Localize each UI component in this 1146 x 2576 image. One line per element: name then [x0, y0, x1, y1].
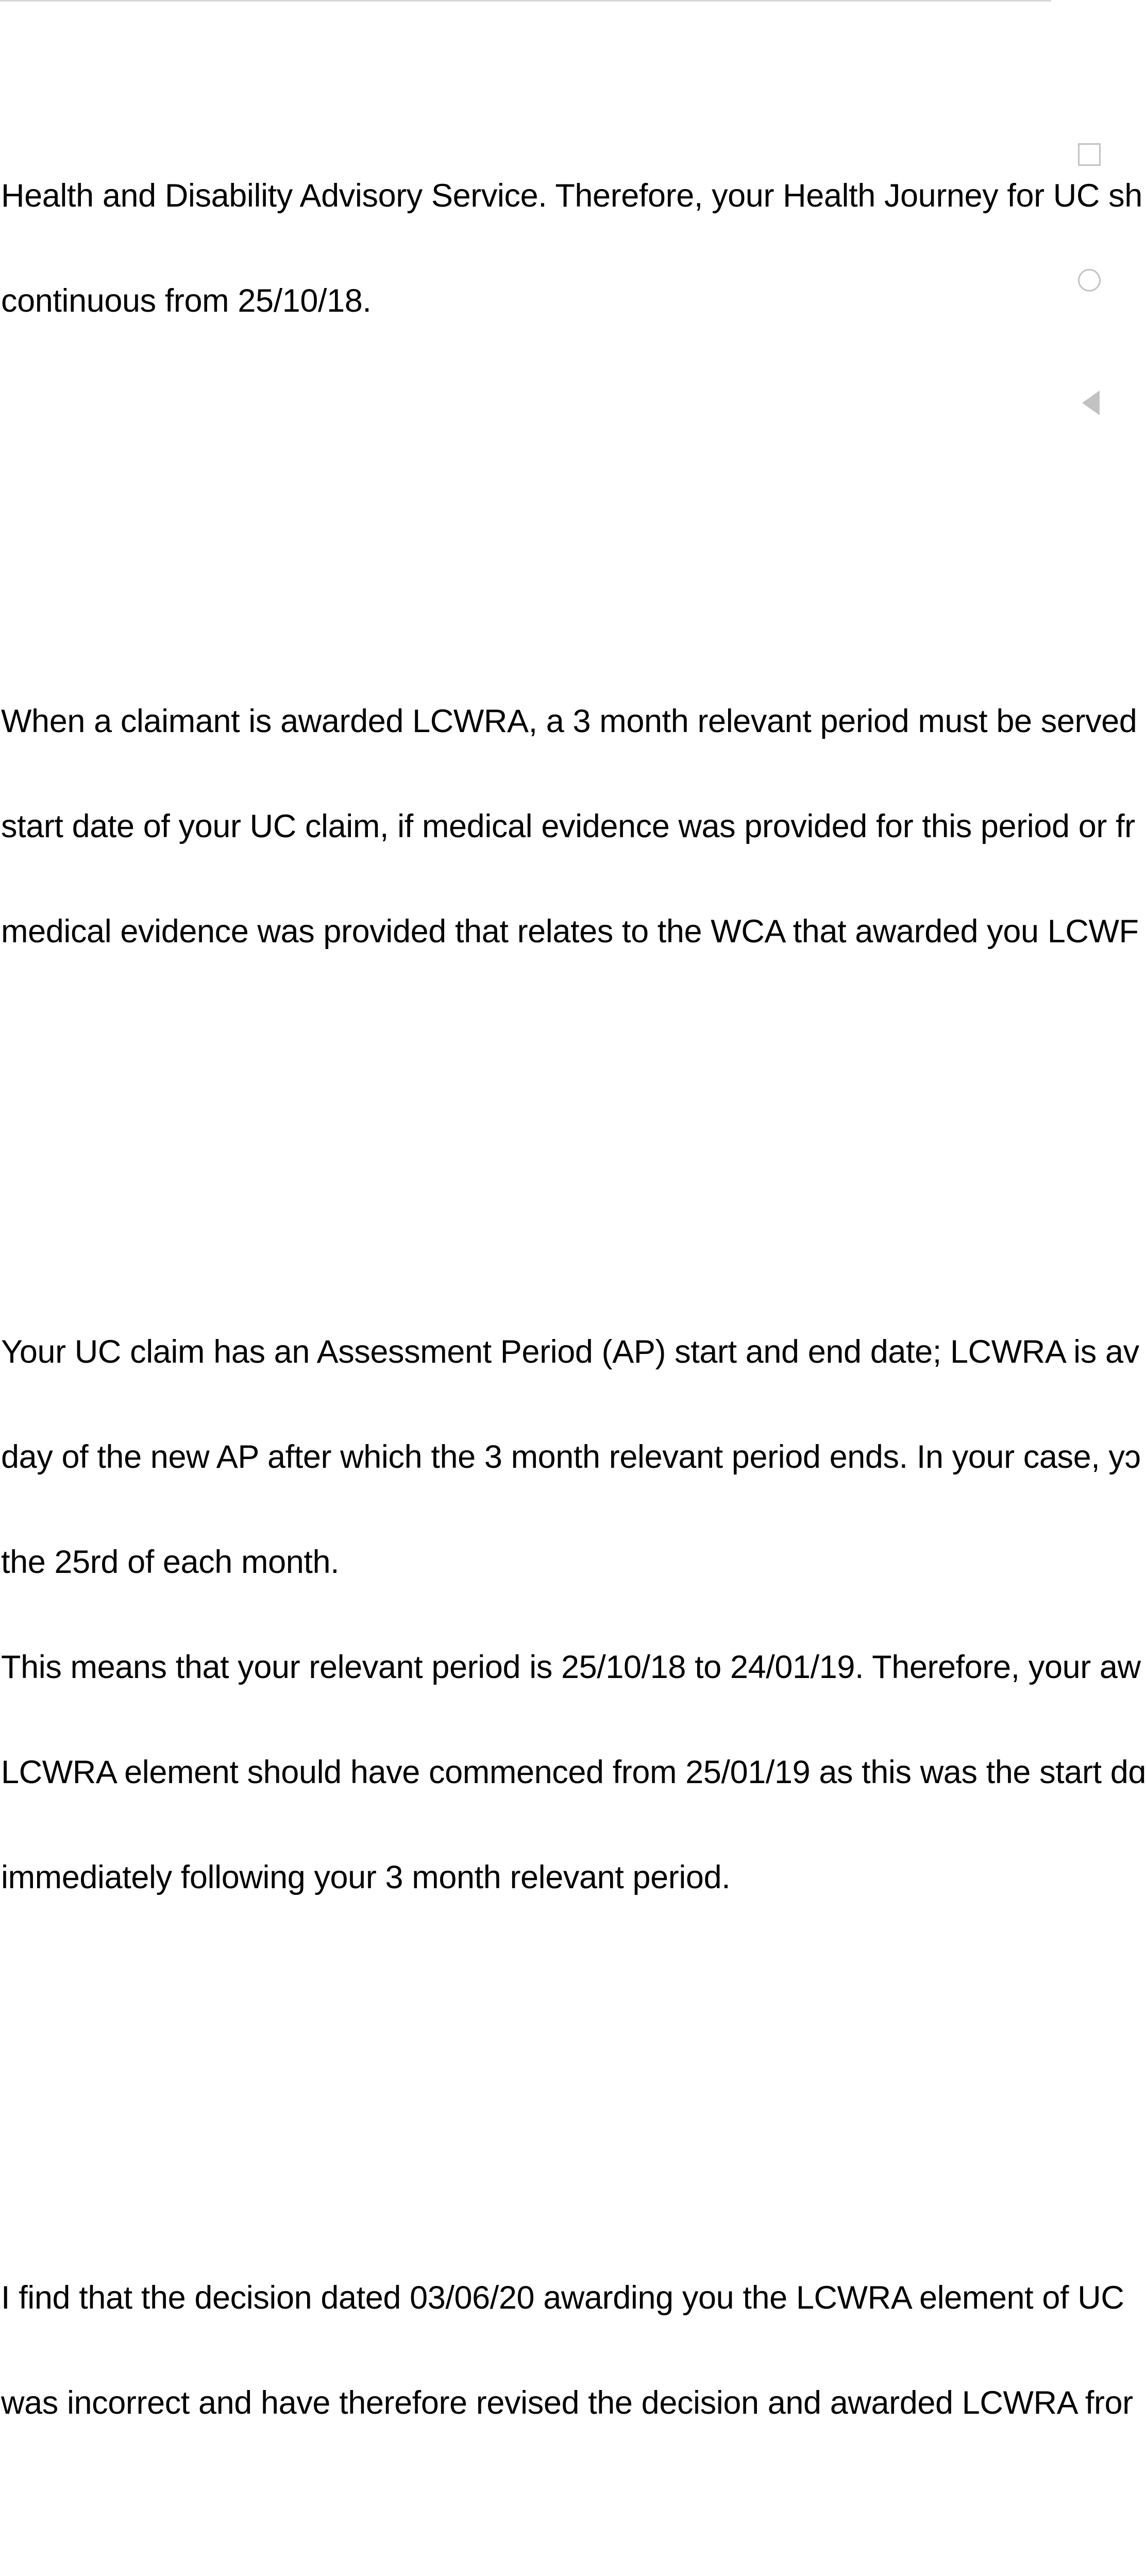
document-text-body: [0, 3, 1146, 2576]
text-line: day of the new AP after which the 3 month relevant period ends. In your case, yɔ: [1, 1439, 1141, 1475]
text-line: This means that your relevant period is 25/10/18 to 24/01/19. Therefore, your aw: [1, 1649, 1141, 1685]
paragraph-4: [0, 2210, 1133, 2490]
text-line: When a claimant is awarded LCWRA, a 3 month relevant period must be served: [1, 703, 1137, 739]
paragraph-spacer: [0, 2070, 1113, 2105]
paragraph-spacer: [0, 1124, 1113, 1159]
text-line: Health and Disability Advisory Service. Therefore, your Health Journey for UC sh: [1, 178, 1142, 214]
text-line: medical evidence was provided that relates to the WCA that awarded you LCWF: [1, 913, 1139, 950]
text-line: was incorrect and have therefore revised the decision and awarded LCWRA fror: [1, 2385, 1133, 2421]
paragraph-1: [0, 108, 1142, 388]
stop-square-icon[interactable]: [1078, 143, 1101, 166]
text-line: Your UC claim has an Assessment Period (AP) start and end date; LCWRA is av: [1, 1334, 1139, 1370]
paragraph-2: [0, 634, 1139, 1019]
text-line: LCWRA element should have commenced from 25/01/19 as this was the start dɑ: [1, 1754, 1146, 1790]
paragraph-3: [0, 1264, 1146, 1965]
play-back-triangle-icon[interactable]: [1082, 391, 1100, 415]
page-top-rule: [0, 0, 1051, 2]
paragraph-spacer: [0, 494, 1113, 529]
text-line: the 25rd of each month.: [1, 1544, 340, 1580]
text-line: I find that the decision dated 03/06/20 awarding you the LCWRA element of UC: [1, 2280, 1124, 2316]
text-line: immediately following your 3 month relevant period.: [1, 1859, 731, 1895]
text-line: continuous from 25/10/18.: [1, 283, 372, 319]
record-circle-icon[interactable]: [1078, 269, 1101, 292]
text-line: start date of your UC claim, if medical evidence was provided for this period or fr: [1, 808, 1135, 844]
